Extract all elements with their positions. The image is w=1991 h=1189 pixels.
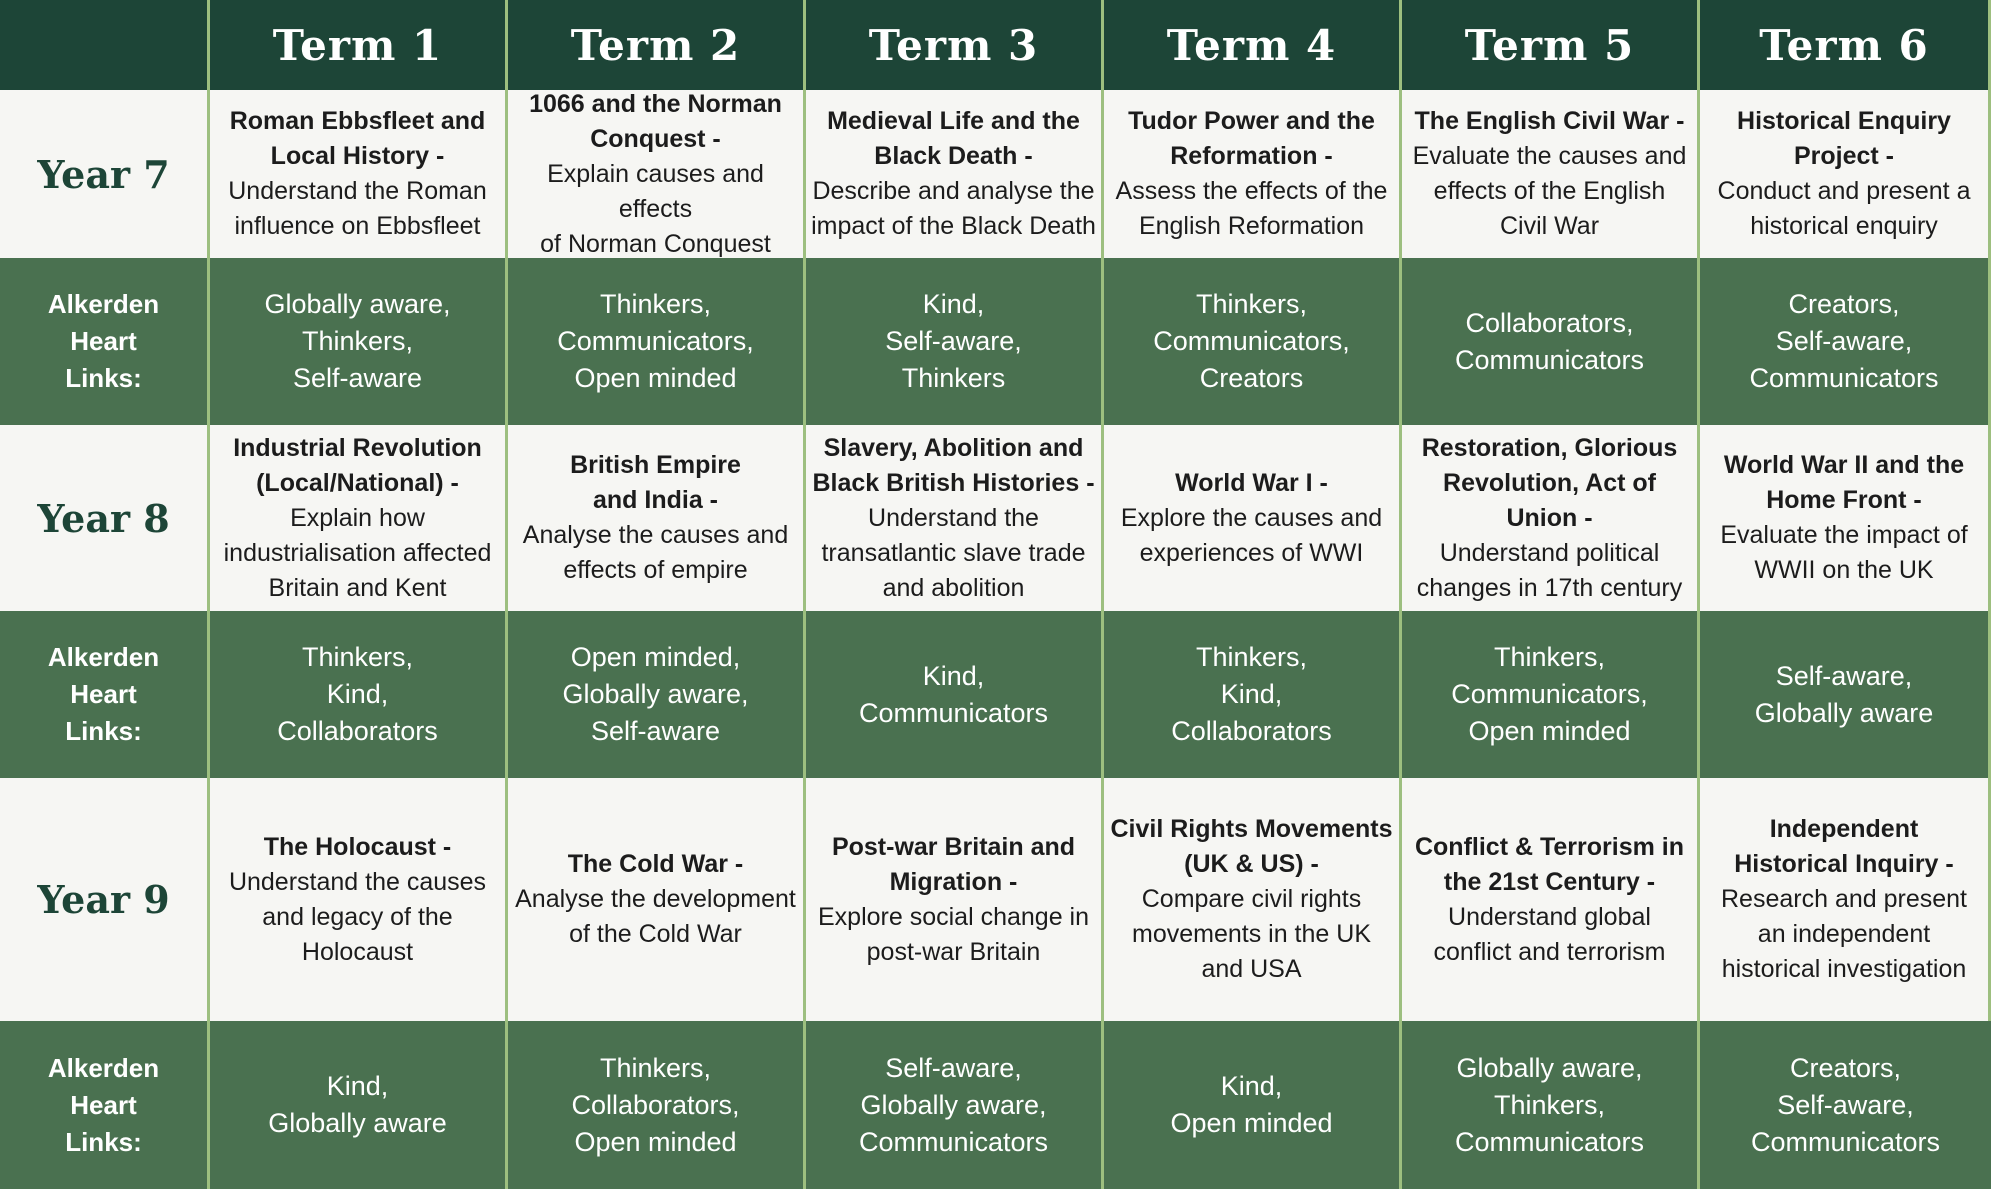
topic-description-line: of the Cold War (569, 920, 742, 948)
topic-title-line: Home Front - (1766, 486, 1922, 514)
heart-link-value: Collaborators (277, 716, 438, 746)
heart-link-value: Self-aware, (1775, 326, 1913, 356)
topic-title-line: Project - (1793, 142, 1895, 170)
topic-cell (1700, 778, 1991, 1021)
topic-description-line: Conduct and present a (1717, 177, 1971, 205)
heart-link-value: Globally aware (268, 1108, 447, 1138)
topic-description-line: and abolition (882, 573, 1025, 602)
topic-title-line: 1066 and the Norman (529, 90, 782, 118)
heart-links-cell (508, 1021, 806, 1189)
header-corner (0, 0, 210, 90)
topic-title-line: Restoration, Glorious (1421, 433, 1678, 462)
heart-link-value: Self-aware (590, 716, 721, 746)
heart-links-label: Links: (65, 1126, 142, 1157)
heart-link-value: Thinkers, (1493, 642, 1606, 672)
topic-description-line: changes in 17th century (1416, 573, 1683, 602)
heart-links-cell (1402, 611, 1700, 778)
topic-description-line: Assess the effects of the (1115, 177, 1388, 205)
heart-link-value: Communicators (1750, 1126, 1941, 1157)
heart-link-value: Creators (1199, 363, 1304, 393)
topic-description-line: Holocaust (301, 937, 414, 966)
topic-description-line: conflict and terrorism (1433, 937, 1666, 966)
heart-links-cell (1700, 611, 1991, 778)
heart-link-value: Open minded (1468, 716, 1631, 746)
topic-title-line: Civil Rights Movements (1110, 815, 1393, 843)
heart-links-cell (508, 258, 806, 425)
topic-description-line: Explore the causes and (1120, 503, 1383, 532)
heart-links-cell (1700, 1021, 1991, 1189)
topic-description-line: effects of the English (1433, 177, 1666, 205)
topic-title-line: (Local/National) - (256, 468, 459, 497)
heart-links-label-cell (0, 611, 210, 778)
topic-cell (1700, 90, 1991, 258)
topic-cell (1402, 778, 1700, 1021)
topic-title-line: Black Death - (874, 142, 1033, 170)
topic-cell (1700, 425, 1991, 611)
heart-links-cell (806, 258, 1104, 425)
heart-links-label: Heart (70, 326, 137, 356)
topic-description-line: historical investigation (1721, 955, 1967, 983)
heart-link-value: Kind, (326, 679, 389, 709)
topic-title-line: World War I - (1175, 468, 1328, 497)
topic-title-line: Local History - (270, 142, 445, 170)
heart-link-value: Collaborators, (1465, 307, 1634, 338)
heart-link-value: Thinkers, (599, 289, 712, 319)
heart-link-value: Creators, (1788, 289, 1900, 319)
heart-link-value: Globally aware, (264, 289, 451, 319)
term-header-label: Term 6 (1759, 20, 1929, 70)
heart-links-cell (210, 258, 508, 425)
topic-description-line: effects of empire (563, 556, 748, 584)
topic-description-line: experiences of WWI (1139, 538, 1364, 567)
term-header-label: Term 4 (1166, 20, 1337, 70)
topic-title-line: The English Civil War - (1414, 107, 1685, 135)
topic-description-line: an independent (1757, 920, 1931, 948)
heart-links-cell (1104, 1021, 1402, 1189)
heart-links-cell (1402, 1021, 1700, 1189)
heart-link-value: Open minded (574, 1126, 737, 1157)
topic-description-line: transatlantic slave trade (821, 538, 1086, 567)
heart-links-cell (210, 611, 508, 778)
topic-title-line: British Empire (570, 451, 741, 479)
heart-link-value: Communicators, (1153, 326, 1350, 356)
heart-link-value: Creators, (1789, 1052, 1902, 1083)
topic-description-line: of Norman Conquest (540, 229, 771, 258)
heart-link-value: Self-aware, (885, 326, 1022, 356)
heart-link-value: Communicators (858, 1126, 1049, 1157)
year-label: Year 8 (37, 495, 170, 541)
topic-description-line: Describe and analyse the (812, 177, 1095, 205)
topic-cell (806, 90, 1104, 258)
topic-cell (508, 425, 806, 611)
topic-cell (806, 778, 1104, 1021)
heart-links-label: Alkerden (47, 642, 160, 672)
term-header-3 (806, 0, 1104, 90)
heart-links-cell (210, 1021, 508, 1189)
heart-link-value: Thinkers, (1195, 642, 1308, 672)
topic-description-line: historical enquiry (1750, 212, 1938, 240)
heart-links-cell (1402, 258, 1700, 425)
topic-title-line: World War II and the (1723, 451, 1965, 479)
heart-links-label: Links: (65, 363, 142, 393)
heart-links-label-cell (0, 1021, 210, 1189)
topic-description-line: Explore social change in (818, 902, 1089, 931)
topic-title-line: Industrial Revolution (233, 433, 482, 462)
topic-description-line: English Reformation (1138, 212, 1365, 240)
topic-title-line: Conquest - (590, 124, 721, 153)
topic-description-line: Explain how (290, 503, 425, 532)
year-label: Year 7 (37, 151, 170, 197)
topic-cell (1402, 90, 1700, 258)
heart-link-value: Thinkers, (1493, 1089, 1606, 1120)
heart-link-value: Thinkers, (301, 326, 414, 356)
topic-description-line: Evaluate the causes and (1412, 142, 1687, 170)
topic-description-line: Explain causes and effects (547, 159, 764, 223)
heart-links-label: Alkerden (47, 289, 160, 319)
term-header-label: Term 1 (272, 20, 443, 70)
heart-link-value: Kind, (1220, 1071, 1283, 1101)
topic-title-line: Migration - (889, 867, 1018, 896)
term-header-label: Term 3 (868, 20, 1039, 70)
term-header-5 (1402, 0, 1700, 90)
topic-title-line: Tudor Power and the (1128, 107, 1375, 135)
heart-link-value: Collaborators, (571, 1089, 740, 1120)
topic-description-line: Britain and Kent (268, 573, 447, 602)
heart-links-cell (508, 611, 806, 778)
year-label: Year 9 (37, 877, 170, 922)
term-header-label: Term 5 (1464, 20, 1635, 70)
term-header-6 (1700, 0, 1991, 90)
topic-cell (1104, 778, 1402, 1021)
topic-cell (806, 425, 1104, 611)
topic-description-line: WWII on the UK (1754, 556, 1934, 584)
heart-link-value: Collaborators (1171, 716, 1332, 746)
heart-links-cell (1700, 258, 1991, 425)
topic-cell (210, 778, 508, 1021)
heart-link-value: Communicators (1454, 1126, 1645, 1157)
heart-link-value: Self-aware, (1777, 1089, 1914, 1120)
term-header-4 (1104, 0, 1402, 90)
topic-cell (508, 778, 806, 1021)
heart-link-value: Open minded (574, 363, 737, 393)
heart-link-value: Self-aware, (1775, 660, 1913, 691)
topic-description-line: Analyse the development (515, 885, 796, 913)
year-label-cell (0, 90, 210, 258)
heart-links-cell (1104, 611, 1402, 778)
heart-link-value: Thinkers, (599, 1052, 712, 1083)
heart-links-label-cell (0, 258, 210, 425)
heart-link-value: Communicators (1749, 363, 1939, 393)
topic-description-line: Compare civil rights (1141, 885, 1362, 913)
topic-title-line: (UK & US) - (1184, 850, 1319, 878)
topic-description-line: Understand political (1439, 538, 1660, 567)
heart-links-label: Heart (70, 679, 137, 709)
heart-link-value: Kind, (922, 660, 985, 691)
heart-link-value: Globally aware (1754, 697, 1934, 728)
topic-title-line: The Cold War - (567, 850, 744, 878)
topic-title-line: Independent (1769, 815, 1919, 843)
heart-link-value: Globally aware, (562, 679, 749, 709)
heart-links-label: Alkerden (47, 1052, 160, 1083)
heart-link-value: Kind, (922, 289, 985, 319)
topic-title-line: Post-war Britain and (831, 832, 1076, 861)
topic-cell (1104, 425, 1402, 611)
topic-title-line: Reformation - (1170, 142, 1333, 170)
heart-link-value: Communicators, (557, 326, 754, 356)
heart-link-value: Thinkers, (1195, 289, 1308, 319)
topic-description-line: Evaluate the impact of (1720, 521, 1968, 549)
topic-title-line: Roman Ebbsfleet and (229, 107, 486, 135)
heart-links-cell (806, 611, 1104, 778)
year-label-cell (0, 425, 210, 611)
heart-link-value: Globally aware, (1456, 1052, 1643, 1083)
topic-title-line: Black British Histories - (812, 468, 1095, 497)
heart-link-value: Thinkers, (301, 642, 414, 672)
heart-links-cell (806, 1021, 1104, 1189)
term-header-2 (508, 0, 806, 90)
topic-description-line: movements in the UK (1132, 920, 1371, 948)
topic-description-line: Understand the (868, 503, 1039, 532)
topic-description-line: and USA (1201, 955, 1302, 983)
topic-title-line: Historical Enquiry (1737, 107, 1951, 135)
heart-links-label: Links: (65, 716, 142, 746)
topic-description-line: Understand the Roman (228, 177, 487, 205)
heart-link-value: Communicators (1454, 344, 1645, 375)
topic-description-line: impact of the Black Death (811, 212, 1096, 240)
topic-title-line: Revolution, Act of Union - (1443, 468, 1656, 532)
year-label-cell (0, 778, 210, 1021)
topic-description-line: Understand the causes (228, 867, 487, 896)
heart-link-value: Communicators (858, 697, 1049, 728)
topic-description-line: Understand global (1448, 902, 1651, 931)
heart-link-value: Globally aware, (860, 1089, 1047, 1120)
topic-cell (210, 90, 508, 258)
heart-link-value: Kind, (326, 1071, 389, 1101)
term-header-1 (210, 0, 508, 90)
topic-cell (1104, 90, 1402, 258)
topic-description-line: Analyse the causes and (522, 521, 789, 549)
term-header-label: Term 2 (570, 20, 741, 70)
topic-title-line: and India - (593, 486, 718, 514)
topic-description-line: industrialisation affected (223, 538, 492, 567)
topic-title-line: the 21st Century - (1443, 867, 1656, 896)
topic-cell (508, 90, 806, 258)
heart-link-value: Communicators, (1451, 679, 1648, 709)
topic-title-line: The Holocaust - (263, 832, 452, 861)
heart-links-cell (1104, 258, 1402, 425)
heart-link-value: Open minded, (570, 642, 741, 672)
topic-description-line: post-war Britain (866, 937, 1041, 966)
topic-description-line: and legacy of the (262, 902, 453, 931)
heart-link-value: Kind, (1220, 679, 1283, 709)
topic-cell (1402, 425, 1700, 611)
topic-description-line: influence on Ebbsfleet (234, 212, 481, 240)
topic-title-line: Slavery, Abolition and (823, 433, 1084, 462)
topic-description-line: Civil War (1499, 212, 1600, 240)
topic-description-line: Research and present (1721, 885, 1967, 913)
heart-link-value: Open minded (1170, 1108, 1333, 1138)
heart-link-value: Self-aware (292, 363, 423, 393)
topic-title-line: Medieval Life and the (827, 107, 1080, 135)
heart-link-value: Self-aware, (885, 1052, 1022, 1083)
topic-cell (210, 425, 508, 611)
topic-title-line: Conflict & Terrorism in (1414, 832, 1684, 861)
heart-links-label: Heart (70, 1089, 137, 1120)
topic-title-line: Historical Inquiry - (1734, 850, 1954, 878)
heart-link-value: Thinkers (901, 363, 1006, 393)
